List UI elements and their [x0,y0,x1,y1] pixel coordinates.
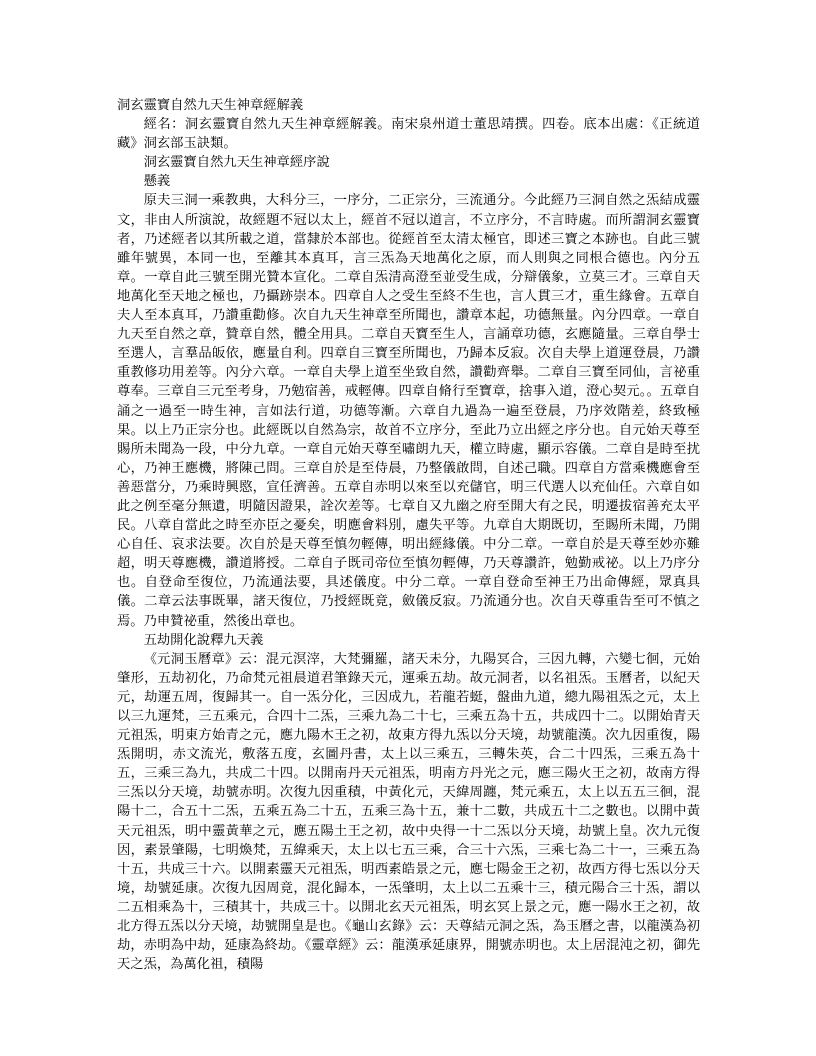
xuanyi-body-paragraph: 原夫三洞一乘教典，大科分三，一序分，二正宗分，三流通分。今此經乃三洞自然之炁結成靈文，非由人所演說，故經題不冠以太上，經首不冠以道言，不立序分，不言時處。而所謂洞玄靈寶者，乃述經者以其所載之道，當隸於本部也。從經首至太清太極官，即述三寶之本跡也。自此三號雖年號異，本同一也，至離其本真耳，言三炁為天地萬化之原，而人則與之同根合德也。內分五章。一章自此三號至開光贊本宣化。二章自炁清高澄至並受生成，分辯儀象，立莫三才。三章自天地萬化至天地之極也，乃攝跡崇本。四章自人之受生至終不生也，言人貫三才，重生緣會。五章自夫人至本真耳，乃讚重勸修。次自九天生神章至所聞也，讚章本起，功德無量。內分四章。一章自九天至自然之章，贊章自然，體全用具。二章自天寶至生人，言誦章功德，玄應隨量。三章自學士至選人，言羣品皈依，應量自利。四章自三寶至所聞也，乃歸本反寂。次自夫學上道運登晨，乃讚重教修功用差等。內分六章。一章自夫學上道至坐致自然，讚勸齊舉。二章自三寶至同仙，言祕重尊奉。三章自三元至考身，乃勉宿善，戒輕傳。四章自脩行至寶章，捨事入道，澄心契元。。五章自誦之一過至一時生神，言如法行道，功德等漸。六章自九過為一遍至登晨，乃序效階差，終致極果。以上乃正宗分也。此經既以自然為宗，故首不立序分，至此乃立出經之序分也。自元始天尊至賜所未聞為一段，中分九章。一章自元始天尊至嘯朗九天，權立時處，顯示容儀。二章自是時至扰心，乃神王應機，將陳己問。三章自於是至侍晨，乃整儀啟問，自述己職。四章自方當乘機應會至善惡當分，乃乘時興愍，宣任濟善。五章自赤明以來至以充儲官，明三代選人以充仙任。六章自如此之例至毫分無遺，明隨因證果，詮次差等。七章自又九幽之府至開大有之民，明遷拔宿善充太平民。八章自當此之時至亦臣之憂矣，明應會料別，慮失平等。九章自大期既切，至賜所未聞，乃開心自任、哀求法要。次自於是天尊至慎勿輕傳，明出經緣儀。中分二章。一章自於是天尊至妙亦難超，明天尊應機，讚道將授。二章自子既司帝位至慎勿輕傳，乃天尊讚許，勉勤戒祕。以上乃序分也。自登命至復位，乃流通法要，具述儀度。中分二章。一章自登命至神王乃出命傳經，眾真具儀。二章云法事既畢，諸天復位，乃授經既竟，斂儀反寂。乃流通分也。次自天尊重告至可不慎之焉。乃申贊祕重，然後出章也。 [117,193,700,629]
section-heading-xuanyi: 懸義 [143,174,171,190]
section-heading-wujie: 五劫開化說釋九天義 [143,632,264,648]
preface-heading: 洞玄靈寶自然九天生神章經序說 [143,155,330,171]
doc-title: 洞玄靈寶自然九天生神章經解義 [117,98,304,113]
colophon-paragraph: 經名：洞玄靈寶自然九天生神章經解義。南宋泉州道士董思靖撰。四卷。底本出處：《正統道藏》洞玄部玉訣類。 [117,117,700,152]
wujie-body-paragraph: 《元洞玉曆章》云：混元溟滓，大梵彌羅，諸天未分，九陽冥合，三因九轉，六變七徊，元始肇形，五劫初化，乃命梵元祖晨道君筆錄天元，運乘五劫。故元洞者，以名祖炁。玉曆者，以紀天元，劫運五周，復歸其一。自一炁分化，三因成九，若龍若蜓，盤曲九道，總九陽祖炁之元，太上以三九運梵，三五乘元，合四十二炁，三乘九為二十七，三乘五為十五，共成四十二。以開始青天元祖炁，明東方始青之元，應九陽木王之初，故東方得九炁以分天境，劫號龍漢。次九因重復，陽炁開明，赤文流光，敷落五度，玄圖丹書，太上以三乘五，三轉朱英，合二十四炁，三乘五為十五，三乘三為九，共成二十四。以開南丹天元祖炁，明南方丹光之元，應三陽火王之初，故南方得三炁以分天境，劫號赤明。次復九因重積，中黃化元，天緯周躔，梵元乘五，太上以五五三徊，混陽十二，合五十二炁，五乘五為二十五，五乘三為十五，兼十二數，共成五十二之數也。以開中黃天元祖炁，明中靈黃華之元，應五陽土王之初，故中央得一十二炁以分天境，劫號上皇。次九元復因，素景肇陽，七明煥梵，五緯乘天，太上以七五三乘，合三十六炁，三乘七為二十一，三乘五為十五，共成三十六。以開素靈天元祖炁，明西素皓景之元，應七陽金王之初，故西方得七炁以分天境，劫號延康。次復九因周竟，混化歸本，一炁肇明，太上以二五乘十三，積元陽合三十炁，謂以二五相乘為十，三積其十，共成三十。以開北玄天元祖炁，明玄冥上景之元，應一陽水王之初，故北方得五炁以分天境，劫號開皇是也。《龜山玄錄》云：天尊結元洞之炁，為玉曆之書，以龍漢為初劫，赤明為中劫，延康為終劫。《靈章經》云：龍漢承延康界，開號赤明也。太上居混沌之初，御先天之炁，為萬化祖，積陽 [117,651,700,973]
document-body [117,96,700,974]
